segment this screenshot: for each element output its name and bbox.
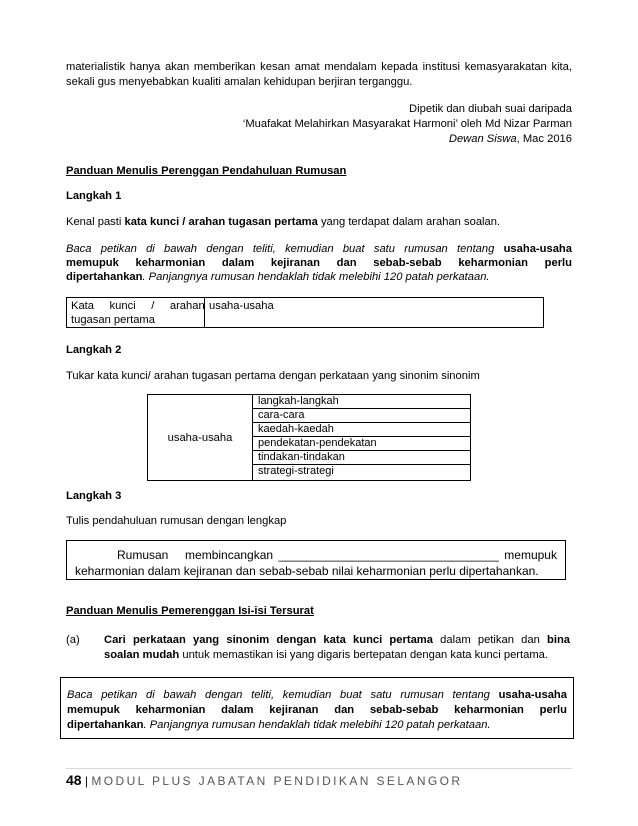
step3-instruction: Tulis pendahuluan rumusan dengan lengkap bbox=[66, 515, 287, 527]
citation-line-3 bbox=[66, 132, 572, 147]
footer-separator: | bbox=[81, 774, 92, 788]
page-footer bbox=[66, 772, 462, 788]
keyword-label-l1: Kata kunci / arahan bbox=[71, 300, 205, 312]
keyword-table-value: usaha-usaha bbox=[209, 300, 274, 312]
question-box-line-3 bbox=[67, 718, 567, 733]
synonym-lead-word: usaha-usaha bbox=[148, 395, 253, 480]
footer-text: MODUL PLUS JABATAN PENDIDIKAN SELANGOR bbox=[91, 774, 463, 788]
synonym-item: tindakan-tindakan bbox=[253, 451, 470, 465]
question-l3-bold: dipertahankan bbox=[66, 271, 143, 283]
summary-template-end: memupuk bbox=[504, 548, 557, 562]
intro-line-2: sekali gus menyebabkan kualiti amalan kehidupan berjiran terganggu. bbox=[66, 76, 413, 88]
item-a-line-1 bbox=[104, 633, 570, 648]
item-a-bold-2: bina bbox=[547, 634, 570, 646]
question-box-l3-text: . Panjangnya rumusan hendaklah tidak melebihi 120 patah perkataan. bbox=[143, 719, 491, 731]
summary-template-line-1 bbox=[117, 548, 557, 563]
summary-template-box bbox=[66, 540, 566, 580]
step3-title: Langkah 3 bbox=[66, 490, 122, 502]
synonym-item: strategi-strategi bbox=[258, 465, 334, 477]
question-box-l3-bold: dipertahankan bbox=[67, 719, 144, 731]
question-l3-text: . Panjangnya rumusan hendaklah tidak melebihi 120 patah perkataan. bbox=[142, 271, 490, 283]
item-a-text-2: untuk memastikan isi yang digaris bertepatan dengan kata kunci pertama. bbox=[179, 649, 549, 661]
keyword-table-label bbox=[67, 298, 205, 327]
citation-line-2: ‘Muafakat Melahirkan Masyarakat Harmoni’ oleh Md Nizar Parman bbox=[242, 118, 572, 130]
step2-instruction: Tukar kata kunci/ arahan tugasan pertama dengan perkataan yang sinonim sinonim bbox=[66, 370, 480, 382]
question-box-line-1 bbox=[67, 688, 567, 703]
synonym-item: pendekatan-pendekatan bbox=[253, 437, 470, 451]
section-title-pendahuluan: Panduan Menulis Perenggan Pendahuluan Rumusan bbox=[66, 165, 347, 177]
summary-template-start: Rumusan membincangkan bbox=[117, 548, 274, 562]
synonym-table bbox=[147, 394, 471, 481]
question-l1-text: Baca petikan di bawah dengan teliti, kemudian buat satu rumusan tentang bbox=[66, 243, 504, 255]
item-a-line-2 bbox=[104, 648, 570, 663]
synonym-list bbox=[253, 395, 470, 478]
question-l1-bold: usaha-usaha bbox=[503, 243, 572, 255]
question-box-line-2: memupuk keharmonian dalam kejiranan dan sebab-sebab keharmonian perlu bbox=[67, 704, 567, 716]
intro-line-1: materialistik hanya akan memberikan kesan amat mendalam kepada institusi kemasyarakatan kita, bbox=[66, 61, 572, 73]
question-line-2: memupuk keharmonian dalam kejiranan dan sebab-sebab keharmonian perlu bbox=[66, 257, 572, 269]
question-line-3 bbox=[66, 270, 572, 285]
step1-text-b: yang terdapat dalam arahan soalan. bbox=[317, 216, 501, 228]
section-title-isi: Panduan Menulis Pemerenggan Isi-isi Tersurat bbox=[66, 605, 314, 617]
citation-line-1: Dipetik dan diubah suai daripada bbox=[409, 103, 572, 115]
footer-rule bbox=[66, 768, 572, 769]
question-box bbox=[60, 677, 574, 739]
step1-text-a: Kenal pasti bbox=[66, 216, 125, 228]
question-box-l1-bold: usaha-usaha bbox=[498, 689, 567, 701]
citation-journal: Dewan Siswa bbox=[448, 133, 517, 145]
step2-title: Langkah 2 bbox=[66, 344, 122, 356]
citation-date: , Mac 2016 bbox=[516, 133, 572, 145]
item-a-label: (a) bbox=[66, 634, 80, 646]
item-a-bold-3: soalan mudah bbox=[104, 649, 180, 661]
keyword-label-l2: tugasan pertama bbox=[71, 314, 155, 326]
step1-text-bold: kata kunci / arahan tugasan pertama bbox=[124, 216, 318, 228]
synonym-item: cara-cara bbox=[253, 409, 470, 423]
question-box-l1-text: Baca petikan di bawah dengan teliti, kemudian buat satu rumusan tentang bbox=[67, 689, 499, 701]
keyword-table bbox=[66, 297, 544, 328]
step1-instruction bbox=[66, 215, 572, 230]
step1-title: Langkah 1 bbox=[66, 190, 122, 202]
synonym-item: kaedah-kaedah bbox=[253, 423, 470, 437]
summary-template-line-2: keharmonian dalam kejiranan dan sebab-sebab nilai keharmonian perlu dipertahankan. bbox=[75, 564, 539, 578]
synonym-item: langkah-langkah bbox=[253, 395, 470, 409]
question-line-1 bbox=[66, 242, 572, 257]
summary-template-blank: _________________________________ bbox=[278, 548, 499, 562]
item-a-text-1: dalam petikan dan bbox=[432, 634, 547, 646]
page-number: 48 bbox=[66, 772, 82, 788]
item-a-bold-1: Cari perkataan yang sinonim dengan kata kunci pertama bbox=[104, 634, 433, 646]
